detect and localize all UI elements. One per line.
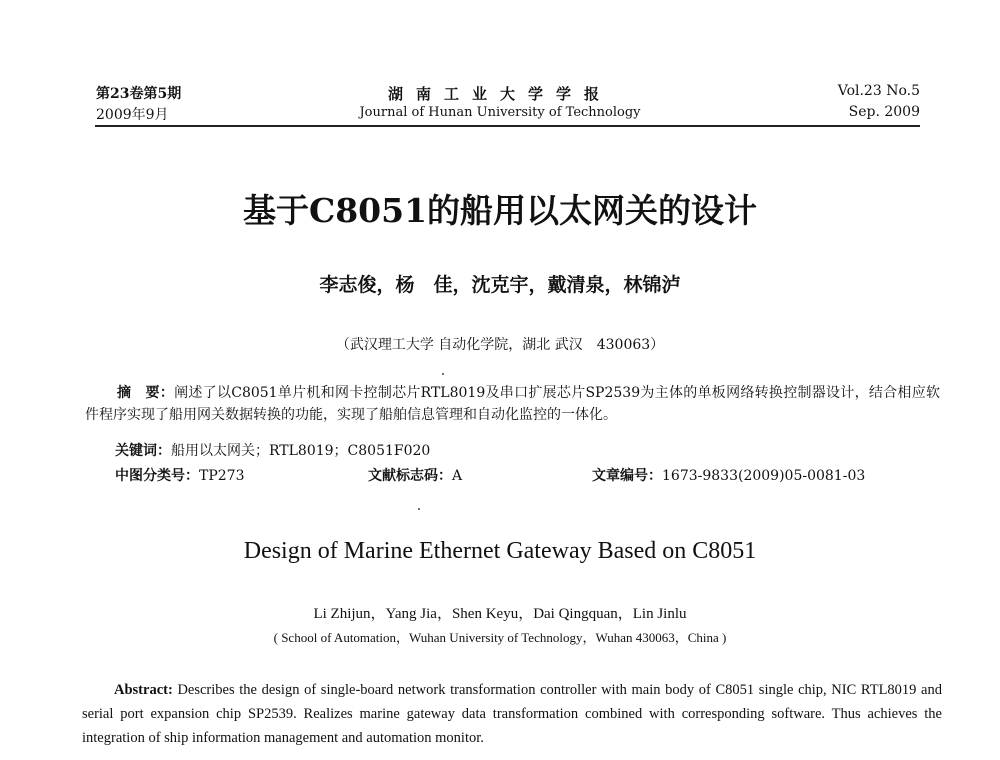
abstract-label-en: Abstract: [114,682,173,698]
paper-title-cn: 基于C8051的船用以太网关的设计 [242,191,758,230]
abstract-text-en: Describes the design of single-board network transformation controller with main body of C8051 single chip, NIC RTL8019 and serial port expansion chip SP2539. Realizes marine gateway data transformation combined with corresponding software. Thus achieves the integration of ship information management and automation monitor. [82,682,942,746]
abstract-en [82,678,942,750]
paper-title-en: Design of Marine Ethernet Gateway Based on C8051 [243,538,757,564]
keywords-cn [115,440,430,460]
authors-en: Li Zhijun，Yang Jia，Shen Keyu，Dai Qingquan，Lin Jinlu [313,606,687,622]
date-en: Sep. 2009 [848,104,920,120]
journal-name-en: Journal of Hunan University of Technology [359,105,641,120]
speck [418,508,420,510]
volume-issue-en: Vol.23 No.5 [837,83,920,99]
article-number: 文章编号：1673-9833(2009)05-0081-03 [592,468,866,484]
affiliation-en: ( School of Automation，Wuhan University of Technology，Wuhan 430063，China ) [273,630,727,645]
abstract-label-cn: 摘 要： [117,385,175,401]
authors-cn: 李志俊，杨 佳，沈克宇，戴清泉，林锦泸 [319,274,681,296]
clc-number: 中图分类号：TP273 [115,468,245,484]
date-cn: 2009年9月 [96,107,169,123]
journal-name-cn: 湖南工业大学学报 [387,85,612,103]
abstract-text-cn: 阐述了以C8051单片机和网卡控制芯片RTL8019及串口扩展芯片SP2539为主体的单板网络转换控制器设计，结合相应软件程序实现了船用网关数据转换的功能，实现了船舶信息管理和自动化监控的一体化。 [85,385,940,423]
volume-issue-cn: 第23卷第5期 [96,86,182,102]
keywords-label-cn: 关键词： [115,443,171,459]
header-rule [95,125,920,127]
affiliation-cn: （武汉理工大学 自动化学院，湖北 武汉 430063） [335,337,665,353]
speck [442,373,444,375]
keywords-text-cn: 船用以太网关；RTL8019；C8051F020 [171,443,431,459]
abstract-cn [85,382,940,426]
document-code: 文献标志码：A [368,468,463,484]
